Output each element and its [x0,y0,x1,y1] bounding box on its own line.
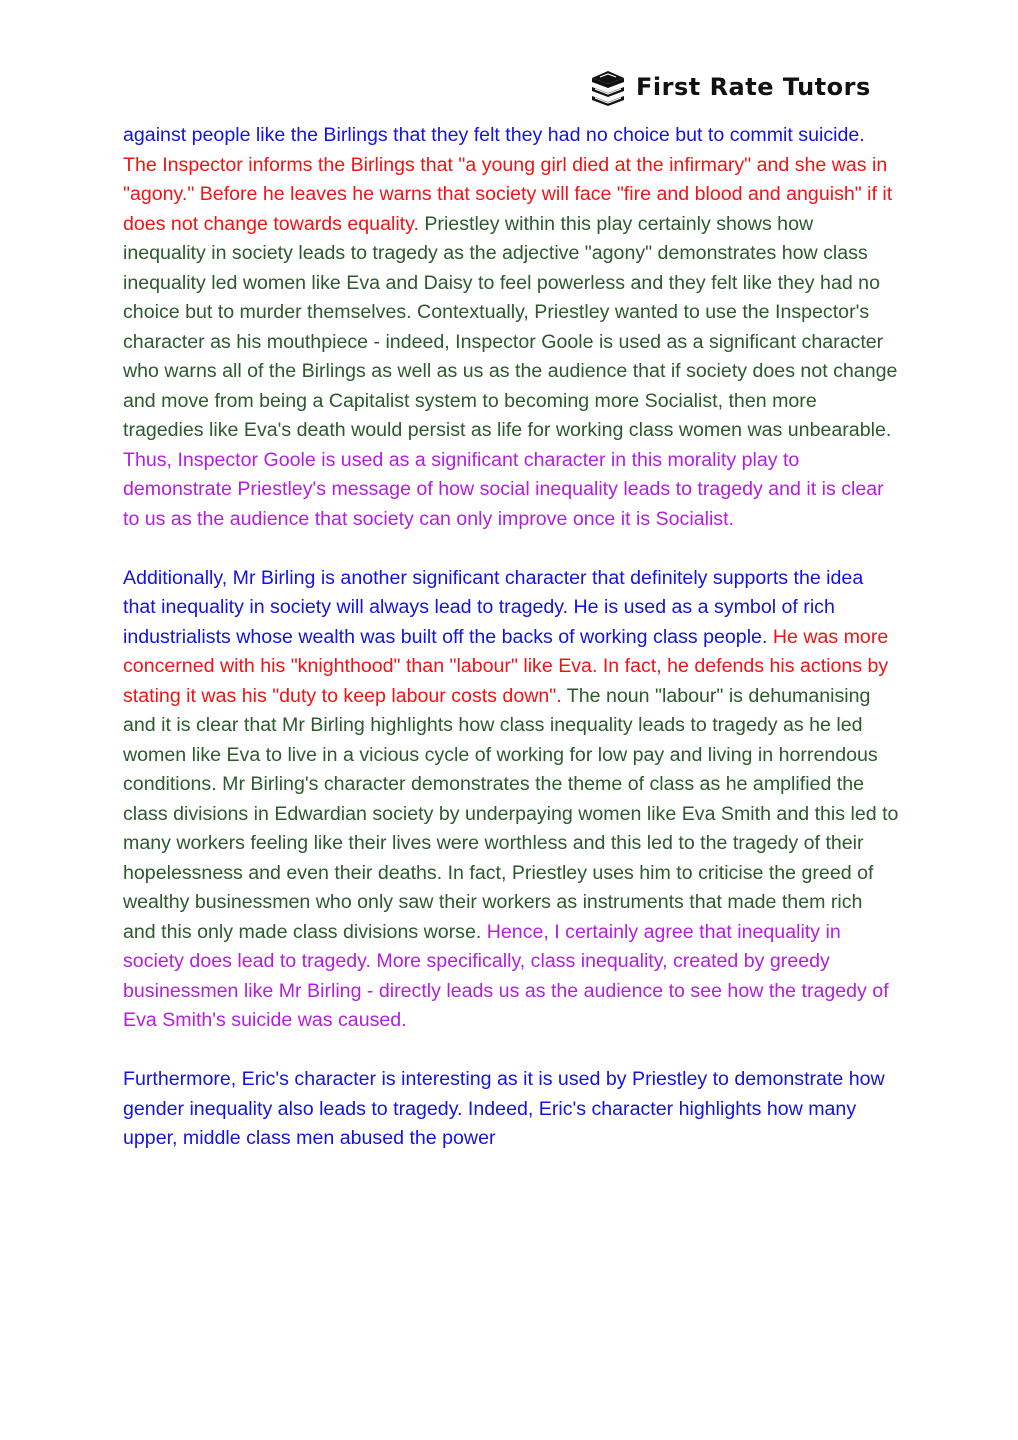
text-segment: Priestley within this play certainly shows how inequality in society leads to tragedy as the adjective "agony" demonstrates how class inequality led women like Eva and Daisy to feel powerless and they felt like they had no choice but to murder themselves. Contextually, Priestley wanted to use the Inspector's character as his mouthpiece - indeed, Inspector Goole is used as a significant character who warns all of the Birlings as well as us as the audience that if society does not change and move from being a Capitalist system to becoming more Socialist, then more tragedies like Eva's death would persist as life for working class women was unbearable. [123,212,898,441]
text-segment: He was more concerned with his "knighthood" than "labour" like Eva. In fact, he defends his actions by stating it was his "duty to keep labour costs down". [123,625,889,707]
paragraph [123,121,899,534]
document-body [123,121,899,1183]
stacked-books-icon [588,67,628,107]
paragraph [123,1065,899,1154]
text-segment: The noun "labour" is dehumanising and it is clear that Mr Birling highlights how class inequality leads to tragedy as he led women like Eva to live in a vicious cycle of working for low pay and living in horrendous conditions. Mr Birling's character demonstrates the theme of class as he amplified the class divisions in Edwardian society by underpaying women like Eva Smith and this led to many workers feeling like their lives were worthless and this led to the tragedy of their hopelessness and even their deaths. In fact, Priestley uses him to criticise the greed of wealthy businessmen who only saw their workers as instruments that made them rich and this only made class divisions worse. [123,684,899,943]
brand-name: First Rate Tutors [636,73,871,101]
text-segment: Additionally, Mr Birling is another significant character that definitely supports the idea that inequality in society will always lead to tragedy. He is used as a symbol of rich industrialists whose wealth was built off the backs of working class people. [123,566,864,648]
text-segment: against people like the Birlings that they felt they had no choice but to commit suicide. [123,124,865,146]
text-segment: Thus, Inspector Goole is used as a significant character in this morality play to demonstrate Priestley's message of how social inequality leads to tragedy and it is clear to us as the audience that society can only improve once it is Socialist. [123,448,884,530]
paragraph [123,564,899,1036]
text-segment: Furthermore, Eric's character is interesting as it is used by Priestley to demonstrate how gender inequality also leads to tragedy. Indeed, Eric's character highlights how many upper, middle class men abused the power [123,1068,885,1149]
text-segment: The Inspector informs the Birlings that "a young girl died at the infirmary" and she was in "agony." Before he leaves he warns that society will face "fire and blood and anguish" if it does not change towards equality. [123,153,893,235]
text-segment: Hence, I certainly agree that inequality in society does lead to tragedy. More specifically, class inequality, created by greedy businessmen like Mr Birling - directly leads us as the audience to see how the tragedy of Eva Smith's suicide was caused. [123,920,889,1031]
brand-header [588,64,871,110]
